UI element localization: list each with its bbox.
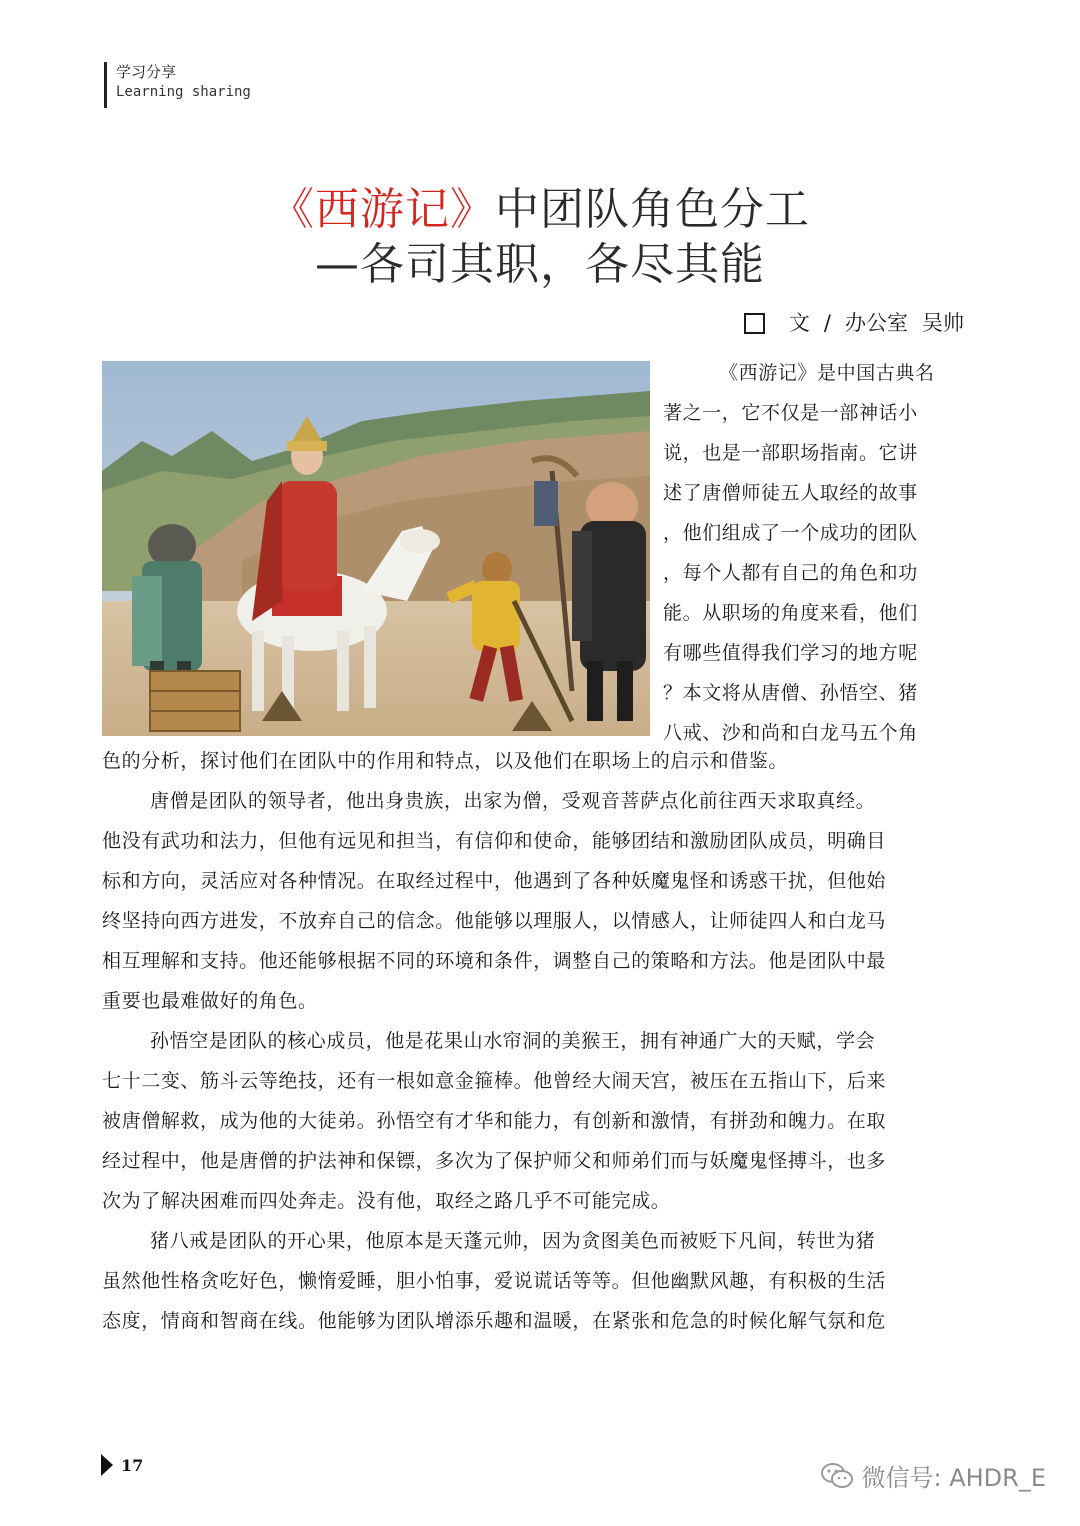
watermark-text: 微信号: AHDR_E [861, 1464, 1046, 1492]
byline-separator: / [823, 311, 831, 335]
text-line: 态度，情商和智商在线。他能够为团队增添乐趣和温暖，在紧张和危急的时候化解气氛和危 [102, 1310, 887, 1332]
article-body [102, 741, 974, 1341]
text-line: 七十二变、筋斗云等绝技，还有一根如意金箍棒。他曾经大闹天宫，被压在五指山下，后来 [102, 1070, 887, 1092]
text-line: 著之一，它不仅是一部神话小 [663, 402, 918, 424]
text-line: 被唐僧解救，成为他的大徒弟。孙悟空有才华和能力，有创新和激情，有拼劲和魄力。在取 [102, 1110, 887, 1132]
text-line: ，每个人都有自己的角色和功 [663, 562, 918, 584]
triangle-right-icon [101, 1454, 113, 1476]
article-photo [102, 361, 650, 736]
text-line: 相互理解和支持。他还能够根据不同的环境和条件，调整自己的策略和方法。他是团队中最 [102, 950, 887, 972]
journey-to-the-west-scene-image [102, 361, 650, 736]
section-title-en: Learning sharing [116, 84, 251, 100]
section-title-cn: 学习分享 [116, 63, 177, 81]
title-rest: 中团队角色分工 [495, 184, 810, 235]
text-line: 经过程中，他是唐僧的护法神和保镖，多次为了保护师父和师弟们而与妖魔鬼怪搏斗，也多 [102, 1150, 887, 1172]
article-title-line-1 [0, 183, 1080, 237]
text-line: 说，也是一部职场指南。它讲 [663, 442, 918, 464]
text-line: 述了唐僧师徒五人取经的故事 [663, 482, 918, 504]
text-line: 次为了解决困难而四处奔走。没有他，取经之路几乎不可能完成。 [102, 1190, 671, 1212]
byline [744, 308, 964, 338]
paragraph-zhu-bajie-start: 猪八戒是团队的开心果，他原本是天蓬元帅，因为贪图美色而被贬下凡间，转世为猪 [150, 1230, 876, 1252]
text-line: ，他们组成了一个成功的团队 [663, 522, 918, 544]
text-line: 能。从职场的角度来看，他们 [663, 602, 918, 624]
text-line: 有哪些值得我们学习的地方呢 [663, 642, 918, 664]
text-line: 虽然他性格贪吃好色，懒惰爱睡，胆小怕事，爱说谎话等等。但他幽默风趣，有积极的生活 [102, 1270, 887, 1292]
section-label [104, 62, 251, 108]
text-line: 八戒、沙和尚和白龙马五个角 [663, 722, 918, 744]
text-line: 他没有武功和法力，但他有远见和担当，有信仰和使命，能够团结和激励团队成员，明确目 [102, 830, 887, 852]
text-line: 《西游记》是中国古典名 [719, 362, 935, 384]
text-line: 终坚持向西方进发，不放弃自己的信念。他能够以理服人，以情感人，让师徒四人和白龙马 [102, 910, 887, 932]
page-marker [101, 1454, 143, 1476]
text-line: 标和方向，灵活应对各种情况。在取经过程中，他遇到了各种妖魔鬼怪和诱惑干扰，但他始 [102, 870, 887, 892]
text-line: ？本文将从唐僧、孙悟空、猪 [663, 682, 918, 704]
paragraph-tang-seng-start: 唐僧是团队的领导者，他出身贵族，出家为僧，受观音菩萨点化前往西天求取真经。 [150, 790, 876, 812]
byline-prefix: 文 [788, 311, 810, 335]
text-line: 色的分析，探讨他们在团队中的作用和特点，以及他们在职场上的启示和借鉴。 [102, 750, 789, 772]
wechat-watermark [820, 1458, 1047, 1493]
title-book-name: 《西游记》 [270, 184, 495, 235]
article-title-line-2: —各司其职，各尽其能 [315, 239, 765, 290]
page-number: 17 [121, 1455, 144, 1475]
paragraph-sun-wukong-start: 孙悟空是团队的核心成员，他是花果山水帘洞的美猴王，拥有神通广大的天赋，学会 [150, 1030, 876, 1052]
text-line: 重要也最难做好的角色。 [102, 990, 318, 1012]
byline-department: 办公室 [845, 311, 908, 335]
intro-text-beside-image [663, 353, 973, 753]
byline-author: 吴帅 [922, 311, 964, 335]
square-icon [744, 313, 765, 334]
wechat-icon [820, 1462, 854, 1490]
